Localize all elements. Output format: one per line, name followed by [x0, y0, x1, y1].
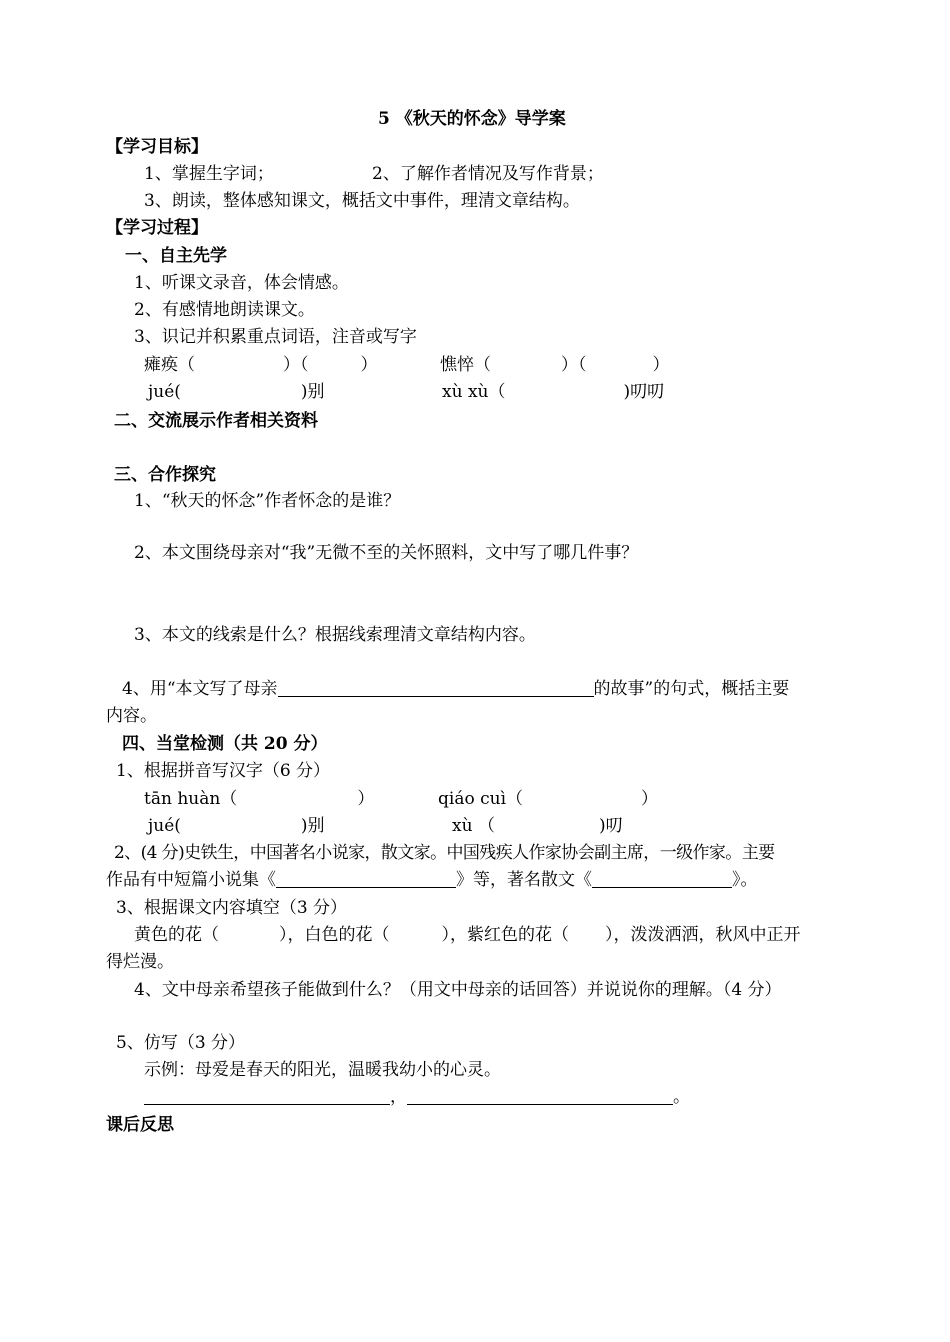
q4-blank[interactable]	[278, 678, 594, 697]
cooperate-q2: 2、本文围绕母亲对“我”无微不至的关怀照料，文中写了哪几件事？	[134, 543, 639, 563]
t1-tanhuan-end: ）	[357, 789, 375, 809]
goal-1: 1、掌握生字词；	[144, 164, 274, 184]
t1-xu: xù （	[452, 816, 495, 836]
cooperate-q4-start: 4、用“本文写了母亲	[122, 679, 278, 699]
t2-blank-novels[interactable]	[276, 869, 456, 888]
test-2: 2、(4 分)史铁生，中国著名小说家，散文家。中国残疾人作家协会副主席，一级作家。主要	[114, 843, 775, 863]
t2-novels: 作品有中短篇小说集《	[106, 870, 276, 890]
pinyin-xuxu: xù xù（	[442, 382, 506, 402]
t1-tanhuan: tān huàn（	[144, 789, 238, 809]
t3-end: ），泼泼洒洒，秋风中正开	[605, 925, 801, 945]
t5-blank-1[interactable]	[144, 1086, 390, 1105]
test-1-row-b	[438, 788, 658, 810]
t1-jue: jué(	[148, 816, 181, 836]
t5-blank-2[interactable]	[407, 1086, 673, 1105]
page-title: 5 《秋天的怀念》导学案	[378, 109, 566, 129]
t3-purple: ），紫红色的花（	[441, 925, 569, 945]
t5-end: 。	[673, 1087, 690, 1107]
word-row-1	[144, 354, 378, 376]
t2-essay: 》等，著名散文《	[456, 870, 592, 890]
t5-comma: ，	[390, 1087, 407, 1107]
test-3-fill	[134, 924, 801, 946]
test-1-row-c	[148, 815, 325, 837]
self-study-item-2: 2、有感情地朗读课文。	[134, 300, 315, 320]
word-qiaocui-mid: ）（	[561, 355, 587, 375]
t3-white: ），白色的花（	[279, 925, 390, 945]
t1-qiaocui-end: ）	[641, 789, 658, 809]
pinyin-xuxu-end: )叨叨	[623, 382, 665, 402]
process-heading: 【学习过程】	[106, 218, 208, 238]
exchange-heading: 二、交流展示作者相关资料	[114, 411, 318, 431]
pinyin-row-1	[148, 381, 325, 403]
test-1-row-a	[144, 788, 374, 810]
self-study-heading: 一、自主先学	[125, 246, 227, 266]
test-1-row-d	[452, 815, 623, 837]
pinyin-row-1b	[442, 381, 664, 403]
t1-jue-end: )别	[300, 816, 325, 836]
cooperate-q3: 3、本文的线索是什么？根据线索理清文章结构内容。	[134, 625, 536, 645]
t2-end: 》。	[732, 870, 758, 890]
word-tanhuan-end: ）	[360, 355, 378, 375]
reflect-heading: 课后反思	[106, 1115, 174, 1135]
goal-3: 3、朗读，整体感知课文，概括文中事件，理清文章结构。	[144, 191, 580, 211]
test-3-cont: 得烂漫。	[106, 952, 174, 972]
t3-yellow: 黄色的花（	[134, 925, 219, 945]
word-tanhuan-mid: ）（	[283, 355, 309, 375]
word-tanhuan: 瘫痪（	[144, 355, 195, 375]
pinyin-jue-end: )别	[300, 382, 325, 402]
pinyin-jue: jué(	[148, 382, 181, 402]
cooperate-q1: 1、“秋天的怀念”作者怀念的是谁？	[134, 491, 401, 511]
cooperate-q4-cont: 内容。	[106, 706, 157, 726]
word-qiaocui-end: ）	[652, 355, 670, 375]
cooperate-heading: 三、合作探究	[114, 465, 216, 485]
t2-blank-essay[interactable]	[592, 869, 732, 888]
word-qiaocui: 憔悴（	[440, 355, 491, 375]
word-row-1b	[440, 354, 670, 376]
test-5-blanks	[144, 1086, 690, 1108]
test-heading: 四、当堂检测（共 20 分）	[122, 734, 328, 754]
test-5: 5、仿写（3 分）	[116, 1033, 246, 1053]
cooperate-q4-end: 的故事”的句式，概括主要	[593, 679, 790, 699]
self-study-item-3: 3、识记并积累重点词语，注音或写字	[134, 327, 417, 347]
t1-xu-end: )叨	[598, 816, 623, 836]
goals-heading: 【学习目标】	[106, 137, 208, 157]
goal-2: 2、了解作者情况及写作背景；	[372, 164, 604, 184]
test-5-example: 示例：母爱是春天的阳光，温暖我幼小的心灵。	[144, 1060, 501, 1080]
self-study-item-1: 1、听课文录音，体会情感。	[134, 273, 349, 293]
test-2-cont	[106, 869, 758, 891]
cooperate-q4	[122, 678, 789, 700]
t1-qiaocui: qiáo cuì（	[438, 789, 523, 809]
test-3: 3、根据课文内容填空（3 分）	[116, 898, 348, 918]
test-1: 1、根据拼音写汉字（6 分）	[116, 761, 331, 781]
test-4: 4、文中母亲希望孩子能做到什么？（用文中母亲的话回答）并说说你的理解。（4 分）	[134, 980, 782, 1000]
